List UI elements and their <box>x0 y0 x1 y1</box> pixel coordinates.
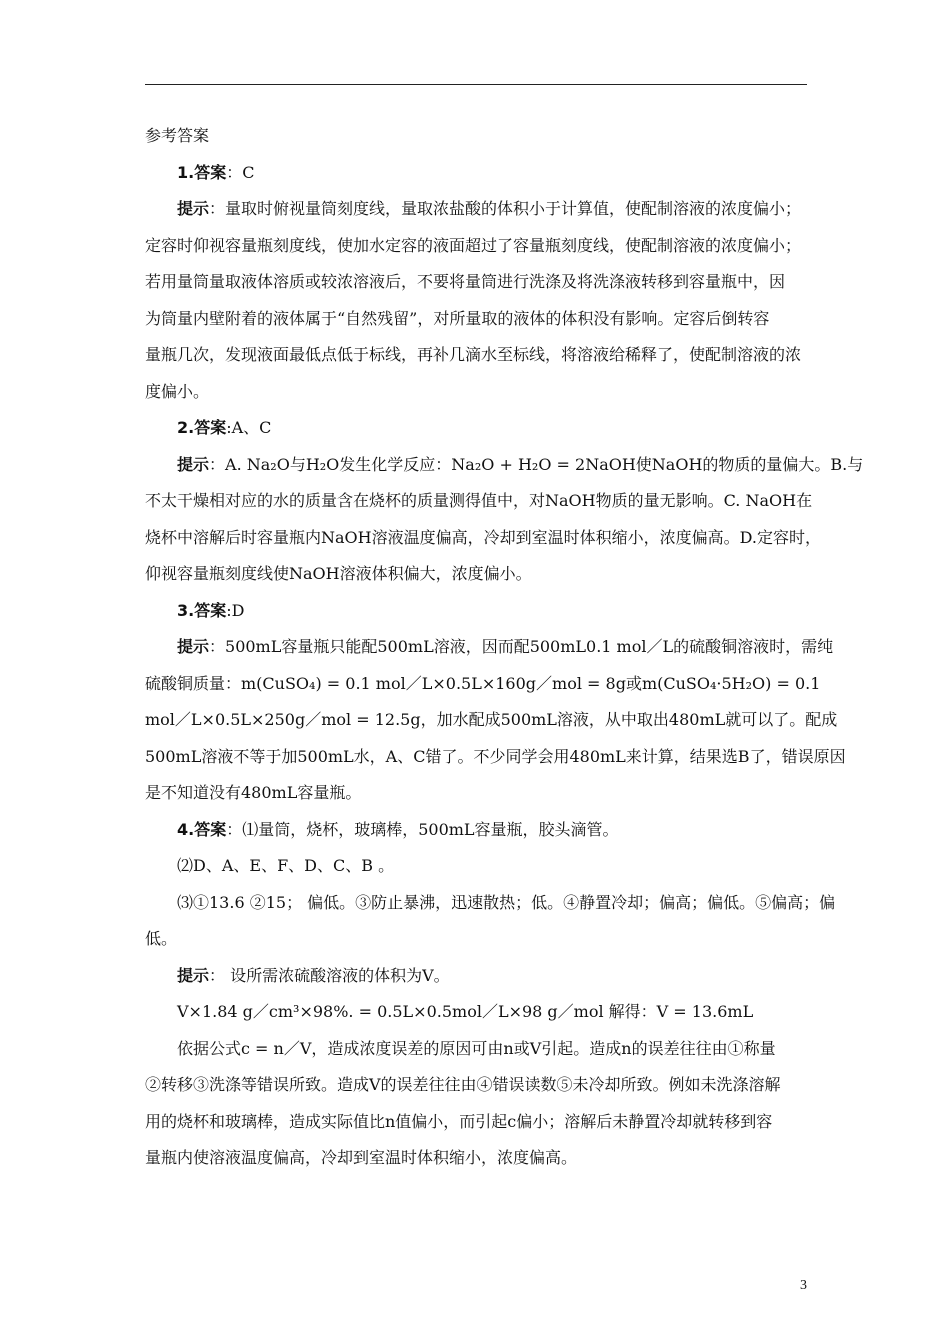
q4-hint-text: 用的烧杯和玻璃棒，造成实际值比n值偏小，而引起c偏小；溶解后未静置冷却就转移到容 <box>145 1111 773 1131</box>
q1-answer-value: ：C <box>226 162 255 182</box>
q2-hint-label: 提示 <box>177 454 210 474</box>
q1-answer-line <box>145 155 810 192</box>
q3-hint-label: 提示 <box>177 637 210 656</box>
q1-hint-text: ：量取时俯视量筒刻度线，量取浓盐酸的体积小于计算值，使配制溶液的浓度偏小； <box>209 199 802 218</box>
q3-answer-label: 3.答案 <box>177 600 227 620</box>
q4-answer-line <box>145 812 810 849</box>
section-heading: 参考答案 <box>145 126 210 145</box>
q2-hint-text: 不太干燥相对应的水的质量含在烧杯的质量测得值中，对NaOH物质的量无影响。C. NaOH在 <box>145 491 813 510</box>
page-number: 3 <box>800 1278 807 1293</box>
q1-hint-text: 为筒量内壁附着的液体属于“自然残留”，对所量取的液体的体积没有影响。定容后倒转容 <box>145 308 770 328</box>
q4-hint-label: 提示 <box>177 965 210 985</box>
q1-hint-text: 定容时仰视容量瓶刻度线，使加水定容的液面超过了容量瓶刻度线，使配制溶液的浓度偏小； <box>145 235 802 255</box>
q3-hint-text: mol／L×0.5L×250g／mol = 12.5g，加水配成500mL溶液，从中取出480mL就可以了。配成 <box>145 710 838 729</box>
q2-hint-text: ：A. Na₂O与H₂O发生化学反应：Na₂O + H₂O = 2NaOH使NaOH的物质的量偏大。B.与 <box>209 454 864 474</box>
q3-answer-line <box>145 593 810 630</box>
q2-answer-label: 2.答案 <box>177 418 227 437</box>
q4-part3: 低。 <box>145 929 178 948</box>
q3-hint-text: ：500mL容量瓶只能配500mL溶液，因而配500mL0.1 mol／L的硫酸铜溶液时，需纯 <box>209 637 834 656</box>
answer-document <box>145 118 864 1177</box>
q2-answer-value: :A、C <box>226 418 272 437</box>
q4-answer-label: 4.答案 <box>177 819 227 839</box>
q3-hint-text: 500mL溶液不等于加500mL水，A、C错了。不少同学会用480mL来计算，结果选B了，错误原因 <box>145 746 846 766</box>
q4-part3: ⑶①13.6 ②15； 偏低。③防止暴沸，迅速散热；低。④静置冷却；偏高；偏低。⑤偏高；偏 <box>177 892 836 912</box>
q4-formula: V×1.84 g／cm³×98%. = 0.5L×0.5mol／L×98 g／mol 解得：V = 13.6mL <box>177 1002 754 1021</box>
q4-hint-line <box>145 958 810 995</box>
q2-hint-text: 烧杯中溶解后时容量瓶内NaOH溶液温度偏高，冷却到室温时体积缩小，浓度偏高。D.定容时， <box>145 527 821 547</box>
q2-hint-line <box>145 447 864 484</box>
q2-answer-line <box>145 410 810 447</box>
q4-hint-text: 量瓶内使溶液温度偏高，冷却到室温时体积缩小，浓度偏高。 <box>145 1148 578 1167</box>
q3-hint-text: 是不知道没有480mL容量瓶。 <box>145 783 362 802</box>
q1-hint-text: 量瓶几次，发现液面最低点低于标线，再补几滴水至标线，将溶液给稀释了，使配制溶液的浓 <box>145 345 802 364</box>
q3-hint-line <box>145 629 834 666</box>
q1-answer-label: 1.答案 <box>177 162 227 182</box>
q1-hint-text: 若用量筒量取液体溶质或较浓溶液后，不要将量筒进行洗涤及将洗涤液转移到容量瓶中，因 <box>145 272 786 291</box>
q1-hint-label: 提示 <box>177 199 210 218</box>
q1-hint-text: 度偏小。 <box>145 381 210 401</box>
q4-answer-value: ：⑴量筒，烧杯，玻璃棒，500mL容量瓶，胶头滴管。 <box>226 819 619 839</box>
q3-hint-text: 硫酸铜质量：m(CuSO₄) = 0.1 mol／L×0.5L×160g／mol = 8g或m(CuSO₄·5H₂O) = 0.1 <box>145 673 821 693</box>
q2-hint-text: 仰视容量瓶刻度线使NaOH溶液体积偏大，浓度偏小。 <box>145 564 532 583</box>
q4-part2: ⑵D、A、E、F、D、C、B 。 <box>177 856 395 875</box>
header-rule <box>145 84 807 85</box>
q4-hint-text: ： 设所需浓硫酸溶液的体积为V。 <box>209 965 450 985</box>
q1-hint-line <box>145 191 810 228</box>
q3-answer-value: :D <box>226 600 245 620</box>
q4-hint-text: 依据公式c = n／V，造成浓度误差的原因可由n或V引起。造成n的误差往往由①称量 <box>177 1038 776 1058</box>
q4-hint-text: ②转移③洗涤等错误所致。造成V的误差往往由④错误读数⑤未冷却所致。例如未洗涤溶解 <box>145 1075 781 1094</box>
